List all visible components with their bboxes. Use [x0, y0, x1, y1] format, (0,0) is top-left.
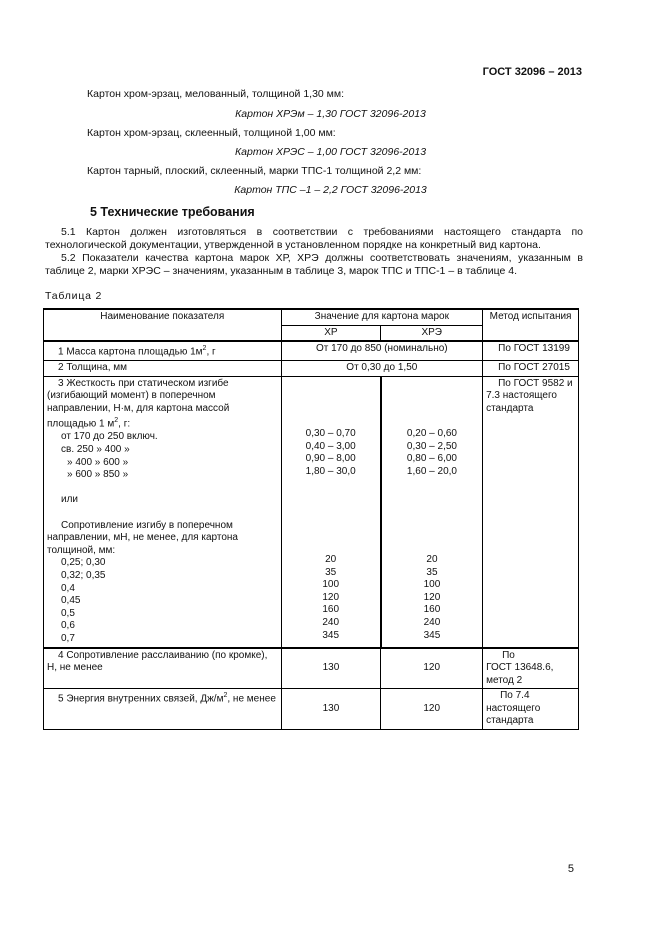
row5-xre: 120	[381, 689, 483, 730]
row5-method: По 7.4 настоящего стандарта	[483, 689, 579, 730]
row3-xre: 0,20 – 0,60 0,30 – 2,50 0,80 – 6,00 1,60 – 20,0 20 35 100 120 160 240 345	[381, 376, 483, 647]
row4-name: 4 Сопротивление расслаиванию (по кромке), Н, не менее	[44, 648, 282, 689]
table-row	[44, 376, 579, 647]
intro-text-1: Картон хром-эрзац, мелованный, толщиной 1,30 мм:	[87, 88, 345, 100]
requirements-table	[43, 308, 579, 730]
header-value: Значение для картона марок	[281, 309, 483, 325]
header-method: Метод испытания	[483, 309, 579, 341]
intro-designation-1: Картон ХРЭм – 1,30 ГОСТ 32096-2013	[235, 108, 426, 120]
header-xr: ХР	[281, 325, 381, 341]
row2-value: От 0,30 до 1,50	[281, 361, 483, 377]
table-row	[44, 361, 579, 377]
table-header-row	[44, 309, 579, 325]
row1-value: От 170 до 850 (номинально)	[281, 341, 483, 360]
paragraph-5-1: 5.1 Картон должен изготовляться в соответствии с требованиями настоящего стандарта по технологической документации, утвержденной в установленном порядке на конкретный вид картона.	[45, 226, 583, 251]
table-caption: Таблица 2	[45, 290, 103, 302]
paragraph-5-2: 5.2 Показатели качества картона марок ХР, ХРЭ должны соответствовать значениям, указанным в таблице 2, марки ХРЭС – значениям, указанным в таблице 3, марок ТПС и ТПС-1 – в таблице 4.	[45, 252, 583, 277]
header-name: Наименование показателя	[44, 309, 282, 341]
table-row	[44, 689, 579, 730]
row2-name: 2 Толщина, мм	[44, 361, 282, 377]
row4-xre: 120	[381, 648, 483, 689]
intro-designation-3: Картон ТПС –1 – 2,2 ГОСТ 32096-2013	[234, 184, 427, 196]
row1-name: 1 Масса картона площадью $1м^2$, г	[44, 341, 282, 360]
row2-method: По ГОСТ 27015	[483, 361, 579, 377]
intro-designation-2: Картон ХРЭС – 1,00 ГОСТ 32096-2013	[234, 146, 427, 158]
row1-method: По ГОСТ 13199	[483, 341, 579, 360]
table-row	[44, 341, 579, 360]
row3-name: 3 Жесткость при статическом изгибе (изгибающий момент) в поперечном направлении, Н·м, для картона массой площадью 1 $м^2$, г: от 170 до 250 включ. св. 250 » 400 » » 400 » 600 » » 600 » 850 » или Сопротивление изгибу в поперечном направлении, мН, не менее, для картона толщиной, мм: 0,25; 0,30 0,32; 0,35 0,4 0,45 0,5 0,6 0,7	[44, 376, 282, 647]
row5-xr: 130	[281, 689, 381, 730]
section-title: 5 Технические требования	[90, 205, 255, 219]
intro-text-2: Картон хром-эрзац, склеенный, толщиной 1,00 мм:	[87, 127, 336, 139]
intro-text-3: Картон тарный, плоский, склеенный, марки ТПС-1 толщиной 2,2 мм:	[87, 165, 422, 177]
row4-xr: 130	[281, 648, 381, 689]
page-number: 5	[567, 863, 574, 875]
row5-name: 5 Энергия внутренних связей, $Дж/м^2$, не менее	[44, 689, 282, 730]
header-xre: ХРЭ	[381, 325, 483, 341]
row3-xr: 0,30 – 0,70 0,40 – 3,00 0,90 – 8,00 1,80 – 30,0 20 35 100 120 160 240 345	[281, 376, 381, 647]
document-header: ГОСТ 32096 – 2013	[482, 66, 582, 78]
row4-method: По ГОСТ 13648.6, метод 2	[483, 648, 579, 689]
row3-method: По ГОСТ 9582 и 7.3 настоящего стандарта	[483, 376, 579, 647]
table-row	[44, 648, 579, 689]
